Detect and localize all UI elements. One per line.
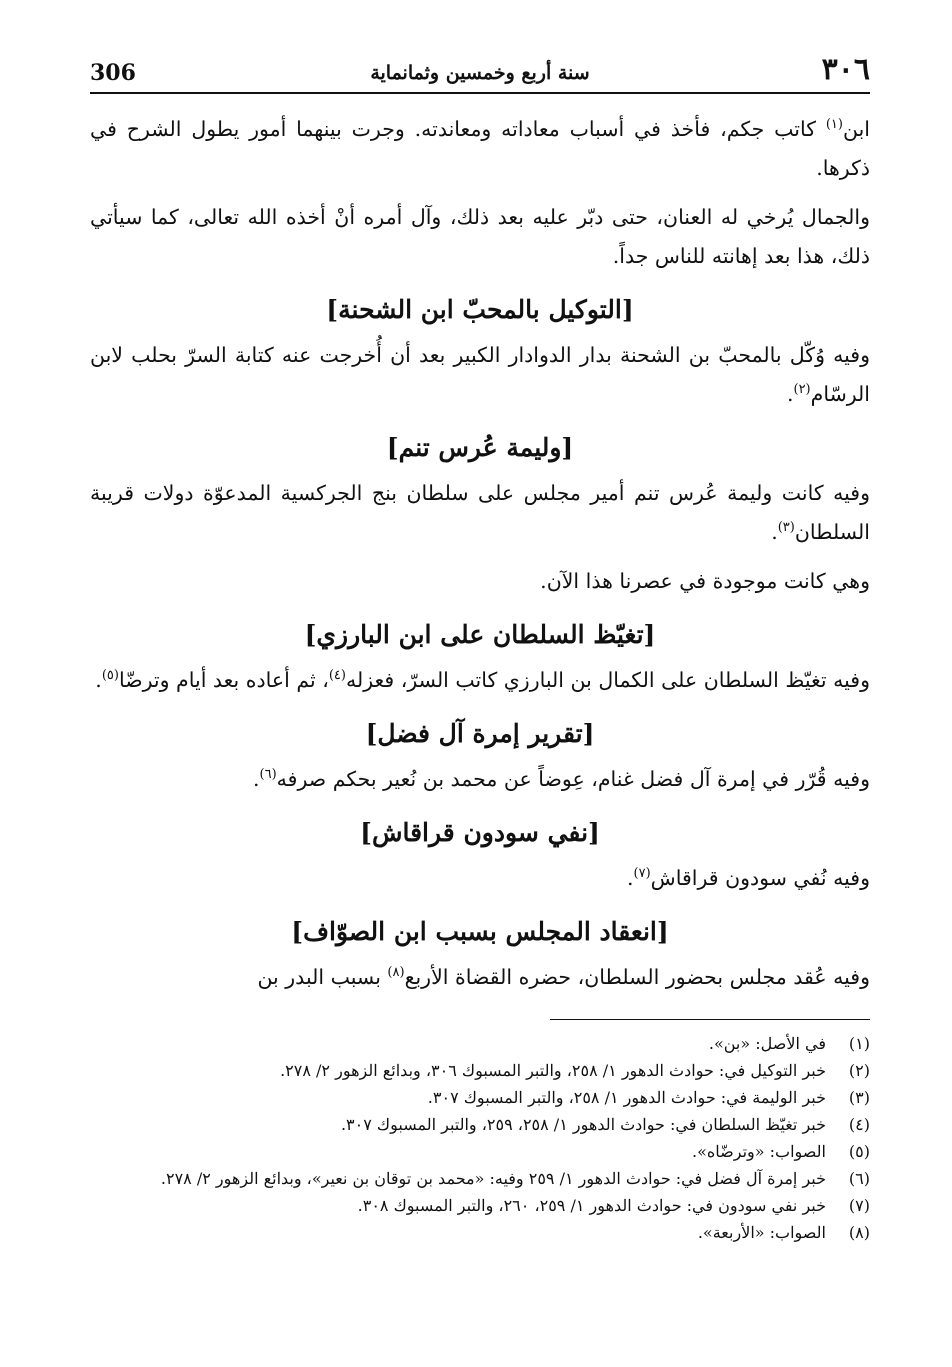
footnote-text: خبر إمرة آل فضل في: حوادث الدهور ١/ ٢٥٩ وفيه: «محمد بن توقان بن نعير»، وبدائع الزهور ٢/ ٢٧٨. xyxy=(160,1169,826,1188)
page-body xyxy=(90,110,870,997)
paragraph-text: ، ثم أعاده بعد أيام وترضّا xyxy=(118,668,329,692)
section-heading: [التوكيل بالمحبّ ابن الشحنة] xyxy=(326,295,634,324)
footnote-text: في الأصل: «بن». xyxy=(708,1034,826,1053)
footnote-ref: (٣) xyxy=(777,520,795,536)
footnote-ref: (٦) xyxy=(259,767,277,783)
book-page xyxy=(90,50,870,1350)
paragraph xyxy=(90,198,870,276)
footnote-marker: (٧) xyxy=(848,1196,870,1215)
paragraph xyxy=(90,474,870,552)
paragraph-text: وفيه كانت وليمة عُرس تنم أمير مجلس على سلطان بنج الجركسية المدعوّة دولات قريبة السلطان xyxy=(90,481,870,544)
footnote xyxy=(90,1057,870,1084)
section xyxy=(90,428,870,601)
page-header xyxy=(90,50,870,94)
paragraph xyxy=(90,661,870,700)
footnote-marker: (٢) xyxy=(848,1061,870,1080)
footnotes xyxy=(90,1030,870,1246)
footnote-text: خبر نفي سودون في: حوادث الدهور ١/ ٢٥٩، ٢٦٠، والتبر المسبوك ٣٠٨. xyxy=(357,1196,826,1215)
footnote-text: الصواب: «وترضّاه». xyxy=(692,1142,826,1161)
section xyxy=(90,110,870,276)
footnote-ref: (١) xyxy=(825,117,843,133)
paragraph-text: . xyxy=(253,767,260,791)
paragraph xyxy=(90,110,870,188)
paragraph-text: بسبب البدر بن xyxy=(257,965,388,989)
section xyxy=(90,290,870,414)
footnote-text: الصواب: «الأربعة». xyxy=(697,1223,826,1242)
section xyxy=(90,714,870,799)
footnote-ref: (٧) xyxy=(633,866,651,882)
paragraph-text: وفيه وُكّل بالمحبّ بن الشحنة بدار الدوادار الكبير بعد أن أُخرجت عنه كتابة السرّ بحلب لابن الرسّام xyxy=(90,343,870,406)
footnote xyxy=(90,1111,870,1138)
footnote-ref: (٨) xyxy=(387,965,405,981)
footnote-marker: (٦) xyxy=(848,1169,870,1188)
footnote-marker: (١) xyxy=(848,1034,870,1053)
footnote xyxy=(90,1138,870,1165)
paragraph xyxy=(90,859,870,898)
section xyxy=(90,912,870,997)
page-number-arabic: ٣٠٦ xyxy=(821,52,870,87)
page-number-latin: 306 xyxy=(90,60,136,86)
paragraph-text: . xyxy=(786,382,794,406)
paragraph-text: وهي كانت موجودة في عصرنا هذا الآن. xyxy=(540,569,870,593)
footnote xyxy=(90,1165,870,1192)
paragraph-text: وفيه قُرّر في إمرة آل فضل غنام، عِوضاً عن محمد بن نُعير بحكم صرفه xyxy=(276,767,870,791)
paragraph-text: والجمال يُرخي له العنان، حتى دبّر عليه بعد ذلك، وآل أمره أنْ أخذه الله تعالى، كما سيأتي ذلك، هذا بعد إهانته للناس جداً. xyxy=(90,205,870,268)
paragraph xyxy=(90,562,870,601)
footnote-ref: (٥) xyxy=(101,668,119,684)
section-heading: [انعقاد المجلس بسبب ابن الصوّاف] xyxy=(291,917,669,946)
footnote-ref: (٢) xyxy=(793,382,811,398)
footnote-text: خبر التوكيل في: حوادث الدهور ١/ ٢٥٨، والتبر المسبوك ٣٠٦، وبدائع الزهور ٢/ ٢٧٨. xyxy=(280,1061,826,1080)
paragraph-text: . xyxy=(95,668,102,692)
section-heading: [تقرير إمرة آل فضل] xyxy=(365,719,595,748)
section-heading: [وليمة عُرس تنم] xyxy=(386,433,574,462)
footnote-marker: (٤) xyxy=(848,1115,870,1134)
paragraph-text: وفيه تغيّظ السلطان على الكمال بن البارزي كاتب السرّ، فعزله xyxy=(345,668,870,692)
paragraph-text: ابن xyxy=(842,117,870,141)
section-heading: [تغيّظ السلطان على ابن البارزي] xyxy=(304,620,656,649)
paragraph xyxy=(90,760,870,799)
paragraph-text: وفيه عُقد مجلس بحضور السلطان، حضره القضاة الأربع xyxy=(404,965,870,989)
footnote-marker: (٣) xyxy=(848,1088,870,1107)
paragraph-text: . xyxy=(627,866,634,890)
footnote-marker: (٨) xyxy=(848,1223,870,1242)
footnote-marker: (٥) xyxy=(848,1142,870,1161)
footnote xyxy=(90,1192,870,1219)
footnote-text: خبر الوليمة في: حوادث الدهور ١/ ٢٥٨، والتبر المسبوك ٣٠٧. xyxy=(427,1088,826,1107)
footnote xyxy=(90,1084,870,1111)
paragraph-text: كاتب جكم، فأخذ في أسباب معاداته ومعاندته. وجرت بينهما أمور يطول الشرح في ذكرها. xyxy=(90,117,870,180)
footnote-separator xyxy=(550,1019,870,1020)
footnote xyxy=(90,1030,870,1057)
paragraph-text: . xyxy=(771,520,778,544)
section xyxy=(90,615,870,700)
section-heading: [نفي سودون قراقاش] xyxy=(360,818,600,847)
footnote-text: خبر تغيّظ السلطان في: حوادث الدهور ١/ ٢٥٨، ٢٥٩، والتبر المسبوك ٣٠٧. xyxy=(340,1115,826,1134)
footnote-ref: (٤) xyxy=(328,668,346,684)
footnote xyxy=(90,1219,870,1246)
section xyxy=(90,813,870,898)
running-title: سنة أربع وخمسين وثمانماية xyxy=(370,62,590,84)
paragraph xyxy=(90,958,870,997)
paragraph-text: وفيه نُفي سودون قراقاش xyxy=(650,866,870,890)
paragraph xyxy=(90,336,870,414)
